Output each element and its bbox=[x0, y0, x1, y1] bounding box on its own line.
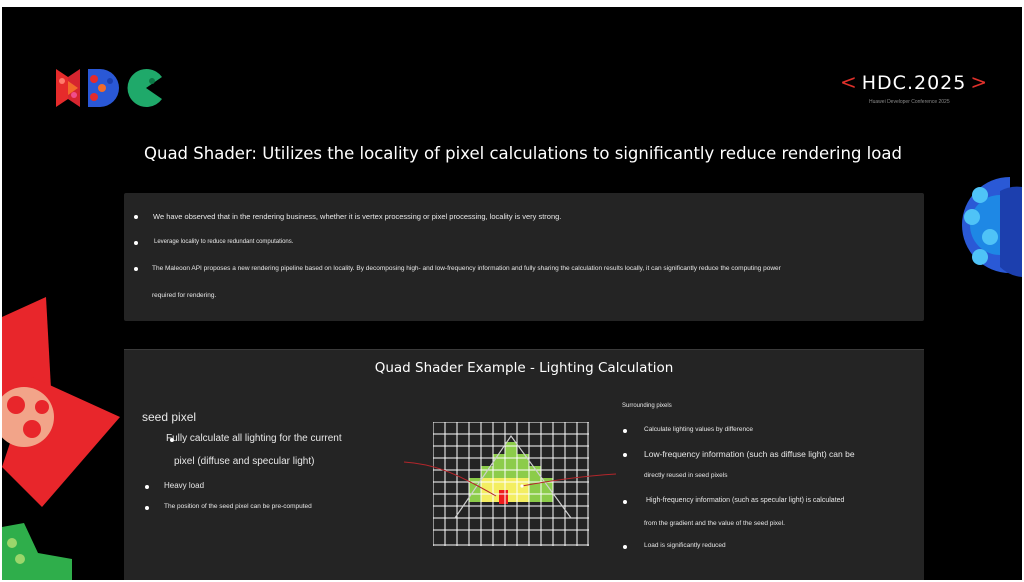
brand-chevron-left: < bbox=[840, 70, 858, 94]
pointer-lines bbox=[404, 450, 624, 510]
seed-bullet-1: Fully calculate all lighting for the current bbox=[166, 433, 342, 444]
intro-bullet-3 bbox=[134, 265, 781, 272]
intro-bullet-text: We have observed that in the rendering business, whether it is vertex processing or pixel processing, locality is very strong. bbox=[153, 212, 562, 221]
hdc-logo bbox=[54, 67, 164, 109]
surround-bullet-3: High-frequency information (such as specular light) is calculated bbox=[646, 497, 845, 504]
intro-bullet-text: Leverage locality to reduce redundant computations. bbox=[154, 239, 294, 245]
brand-subtitle: Huawei Developer Conference 2025 bbox=[869, 99, 950, 105]
bullet-dot bbox=[134, 267, 138, 271]
seed-heading: seed pixel bbox=[142, 410, 197, 424]
bullet-dot bbox=[134, 241, 138, 245]
intro-panel bbox=[124, 193, 924, 321]
surround-bullet-4: Load is significantly reduced bbox=[644, 542, 726, 549]
surround-bullet-2: Low-frequency information (such as diffuse light) can be bbox=[644, 449, 855, 459]
seed-bullet-2: Heavy load bbox=[164, 481, 205, 490]
bullet-dot bbox=[134, 215, 138, 219]
intro-bullet-2 bbox=[134, 239, 293, 245]
bullet-dot bbox=[145, 485, 149, 489]
surround-bullet-3-continued: from the gradient and the value of the seed pixel. bbox=[644, 520, 785, 527]
intro-bullet-text: The Maleoon API proposes a new rendering pipeline based on locality. By decomposing high- and low-frequency information and fully sharing the calculation results locally, it can significantly reduce the computing power bbox=[152, 265, 781, 272]
brand-name: HDC.2025 bbox=[861, 72, 967, 94]
red-flower-decoration bbox=[2, 297, 122, 580]
bullet-dot bbox=[623, 429, 627, 433]
seed-bullet-1-continued: pixel (diffuse and specular light) bbox=[174, 456, 315, 467]
brand-chevron-right: > bbox=[970, 70, 989, 94]
surround-bullet-1: Calculate lighting values by difference bbox=[644, 426, 754, 433]
slide-title: Quad Shader: Utilizes the locality of pixel calculations to significantly reduce rendering load bbox=[144, 144, 902, 163]
bullet-dot bbox=[623, 545, 627, 549]
example-panel bbox=[124, 349, 924, 580]
bullet-dot bbox=[623, 500, 627, 504]
blue-circle-decoration bbox=[950, 177, 1022, 287]
seed-bullet-3: The position of the seed pixel can be pre-computed bbox=[164, 503, 312, 510]
slide bbox=[2, 7, 1022, 580]
bullet-dot bbox=[623, 453, 627, 457]
bullet-dot bbox=[145, 506, 149, 510]
intro-bullet-3-continued: required for rendering. bbox=[152, 292, 217, 299]
surround-heading: Surrounding pixels bbox=[622, 403, 672, 409]
brand-hdc2025 bbox=[840, 70, 988, 94]
example-title: Quad Shader Example - Lighting Calculation bbox=[374, 360, 674, 376]
intro-bullet-1 bbox=[134, 212, 561, 221]
surround-bullet-2-continued: directly reused in seed pixels bbox=[644, 472, 728, 479]
